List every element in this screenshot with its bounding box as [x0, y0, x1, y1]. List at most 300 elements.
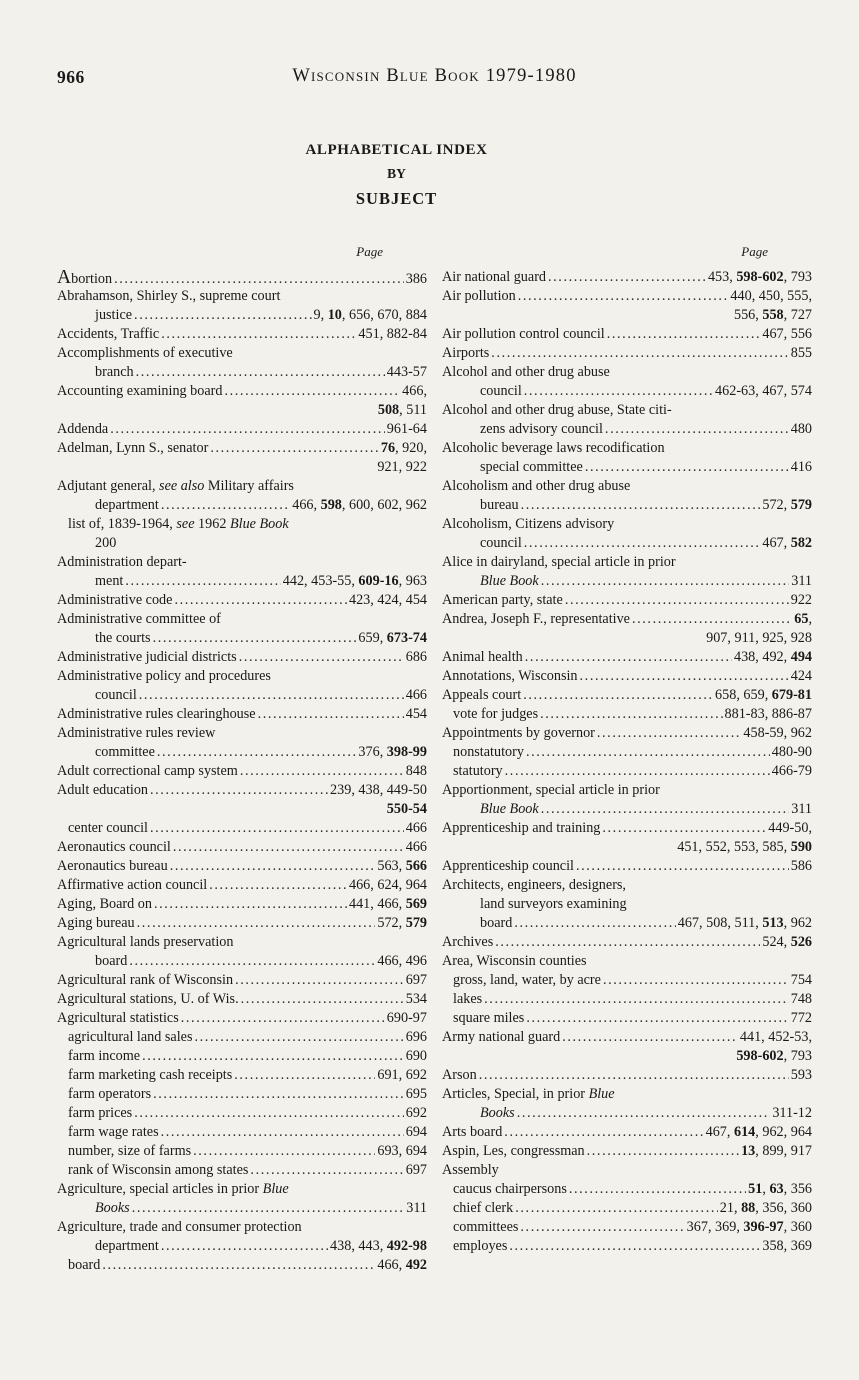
index-entries-right	[442, 268, 812, 1256]
page-number: 966	[57, 67, 85, 87]
index-entry-line	[57, 648, 427, 667]
dot-leader	[209, 876, 347, 895]
dot-leader	[495, 933, 760, 952]
entry-text: Agricultural statistics	[57, 1010, 179, 1026]
entry-text: Aeronautics bureau	[57, 858, 168, 874]
entry-text: Assembly	[442, 1162, 499, 1178]
dot-leader	[174, 591, 347, 610]
dot-leader	[607, 325, 761, 344]
index-entry-line	[57, 1218, 427, 1237]
index-entry-line	[442, 667, 812, 686]
entry-pages: 848	[405, 763, 427, 779]
entry-pages: 922	[790, 592, 812, 608]
entry-pages: 550-54	[386, 801, 427, 817]
dot-leader	[210, 439, 379, 458]
dot-leader	[134, 306, 311, 325]
entry-text: Administrative judicial districts	[57, 649, 237, 665]
entry-text: branch	[95, 364, 134, 380]
index-entry-line	[442, 686, 812, 705]
entry-text: Blue Book	[480, 801, 539, 817]
entry-pages: 443-57	[386, 364, 427, 380]
entry-pages: 534	[405, 991, 427, 1007]
index-entry-line	[57, 363, 427, 382]
index-entry-line	[442, 800, 812, 819]
index-entry-line	[57, 914, 427, 933]
index-entry-line	[57, 268, 427, 287]
index-entry-line	[57, 591, 427, 610]
entry-pages: 563, 566	[377, 858, 427, 874]
entry-pages: 9, 10, 656, 670, 884	[313, 307, 427, 323]
index-entry-line	[57, 1123, 427, 1142]
dot-leader	[504, 1123, 703, 1142]
entry-text: Alcoholism, Citizens advisory	[442, 516, 615, 532]
entry-pages: 462-63, 467, 574	[715, 383, 812, 399]
entry-pages: 686	[405, 649, 427, 665]
entry-text: Agriculture, special articles in prior Blue	[57, 1181, 289, 1197]
entry-text: 200	[95, 535, 117, 551]
dot-leader	[125, 572, 280, 591]
entry-text: Abrahamson, Shirley S., supreme court	[57, 288, 281, 304]
index-entry-line	[57, 1161, 427, 1180]
dot-leader	[603, 971, 789, 990]
entry-pages: 466	[405, 687, 427, 703]
entry-text: council	[95, 687, 137, 703]
index-entry-line	[57, 838, 427, 857]
dot-leader	[585, 458, 789, 477]
index-entry-line	[57, 857, 427, 876]
entry-pages: 441, 466, 569	[348, 896, 427, 912]
dot-leader	[632, 610, 792, 629]
dot-leader	[153, 1085, 404, 1104]
dot-leader	[514, 914, 675, 933]
entry-pages: 556, 558, 727	[733, 307, 812, 323]
entry-pages: 690-97	[386, 1010, 427, 1026]
entry-pages: 239, 438, 449-50	[330, 782, 427, 798]
index-entry-line	[57, 439, 427, 458]
index-entry-line	[57, 458, 427, 477]
entry-pages: 961-64	[386, 421, 427, 437]
entry-pages: 466, 496	[377, 953, 427, 969]
index-entry-line	[57, 990, 427, 1009]
entry-text: special committee	[480, 459, 583, 475]
entry-text: Abortion	[57, 268, 113, 287]
dot-leader	[565, 591, 789, 610]
entry-text: Books	[95, 1200, 130, 1216]
entry-text: Arson	[442, 1067, 477, 1083]
entry-text: Apprenticeship and training	[442, 820, 601, 836]
dot-leader	[181, 1009, 385, 1028]
entry-pages: 466	[405, 820, 427, 836]
entry-text: Alcoholic beverage laws recodification	[442, 440, 665, 456]
entry-pages: 311	[406, 1200, 427, 1216]
index-entry-line	[442, 610, 812, 629]
index-column-left	[57, 244, 427, 1275]
index-entry-line	[57, 1009, 427, 1028]
entry-text: Administrative rules review	[57, 725, 216, 741]
entry-text: Books	[480, 1105, 515, 1121]
dot-leader	[602, 819, 766, 838]
dot-leader	[524, 534, 761, 553]
index-entry-line	[442, 401, 812, 420]
entry-text: Alcoholism and other drug abuse	[442, 478, 631, 494]
dot-leader	[195, 1028, 404, 1047]
index-entry-line	[442, 591, 812, 610]
dot-leader	[479, 1066, 789, 1085]
index-entry-line	[442, 705, 812, 724]
index-entry-line	[442, 971, 812, 990]
index-entry-line	[442, 895, 812, 914]
entry-pages: 693, 694	[377, 1143, 427, 1159]
entry-text: Arts board	[442, 1124, 503, 1140]
entry-text: Airports	[442, 345, 490, 361]
dot-leader	[521, 496, 761, 515]
entry-pages: 881-83, 886-87	[724, 706, 812, 722]
entry-text: Agricultural lands preservation	[57, 934, 234, 950]
dot-leader	[518, 287, 729, 306]
dot-leader	[505, 762, 770, 781]
dot-leader	[524, 382, 713, 401]
index-entry-line	[442, 914, 812, 933]
index-column-right	[442, 244, 812, 1275]
entry-text: council	[480, 383, 522, 399]
entry-text: Alcohol and other drug abuse, State citi-	[442, 402, 672, 418]
index-entry-line	[57, 610, 427, 629]
index-entry-line	[57, 420, 427, 439]
dot-leader	[114, 270, 404, 287]
entry-text: Accidents, Traffic	[57, 326, 160, 342]
entry-text: Adjutant general, see also Military affairs	[57, 478, 294, 494]
entry-pages: 376, 398-99	[358, 744, 427, 760]
index-entry-line	[57, 515, 427, 534]
index-entry-line	[57, 1085, 427, 1104]
entry-text: caucus chairpersons	[453, 1181, 567, 1197]
dot-leader	[250, 1161, 403, 1180]
dot-leader	[548, 268, 706, 287]
entry-text: committees	[453, 1219, 519, 1235]
dot-leader	[526, 743, 770, 762]
index-entry-line	[442, 1161, 812, 1180]
dot-leader	[136, 363, 385, 382]
entry-pages: 480	[790, 421, 812, 437]
index-entry-line	[442, 363, 812, 382]
index-title-by: BY	[387, 166, 406, 181]
entry-pages: 386	[405, 271, 427, 287]
index-entry-line	[442, 952, 812, 971]
dot-leader	[142, 1047, 404, 1066]
index-entry-line	[442, 857, 812, 876]
entry-text: Apportionment, special article in prior	[442, 782, 660, 798]
index-entry-line	[57, 382, 427, 401]
index-entry-line	[57, 287, 427, 306]
entry-pages: 572, 579	[762, 497, 812, 513]
entry-text: Air national guard	[442, 269, 547, 285]
index-entry-line	[442, 287, 812, 306]
dot-leader	[515, 1199, 718, 1218]
index-entry-line	[57, 1256, 427, 1275]
index-entry-line	[57, 401, 427, 420]
index-entry-line	[57, 1180, 427, 1199]
entry-pages: 442, 453-55, 609-16, 963	[282, 573, 427, 589]
entry-pages: 658, 659, 679-81	[715, 687, 812, 703]
entry-pages: 451, 552, 553, 585, 590	[677, 839, 812, 855]
index-title: ALPHABETICAL INDEX	[305, 142, 488, 158]
dot-leader	[569, 1180, 746, 1199]
entry-text: Administrative committee of	[57, 611, 221, 627]
entry-text: center council	[68, 820, 148, 836]
index-entry-line	[442, 268, 812, 287]
index-entry-line	[442, 1218, 812, 1237]
entry-pages: 480-90	[771, 744, 812, 760]
entry-text: Administrative policy and procedures	[57, 668, 271, 684]
dot-leader	[484, 990, 789, 1009]
entry-text: board	[95, 953, 128, 969]
entry-text: chief clerk	[453, 1200, 514, 1216]
entry-text: Annotations, Wisconsin	[442, 668, 578, 684]
index-entry-line	[442, 420, 812, 439]
entry-text: Alice in dairyland, special article in prior	[442, 554, 676, 570]
index-entry-line	[57, 933, 427, 952]
entry-pages: 593	[790, 1067, 812, 1083]
entry-text: list of, 1839-1964, see 1962 Blue Book	[68, 516, 289, 532]
entry-text: bureau	[480, 497, 519, 513]
entry-text: Aging, Board on	[57, 896, 152, 912]
entry-text: Addenda	[57, 421, 109, 437]
index-entry-line	[442, 762, 812, 781]
dot-leader	[240, 762, 404, 781]
dot-leader	[110, 420, 385, 439]
entry-text: department	[95, 1238, 159, 1254]
entry-pages: 572, 579	[377, 915, 427, 931]
entry-pages: 694	[405, 1124, 427, 1140]
index-entry-line	[57, 572, 427, 591]
entry-pages: 748	[790, 991, 812, 1007]
entry-text: Apprenticeship council	[442, 858, 574, 874]
dot-leader	[520, 1218, 684, 1237]
entry-text: Agricultural stations, U. of Wis.	[57, 991, 239, 1007]
index-title-subject: SUBJECT	[355, 189, 438, 208]
entry-pages: 754	[790, 972, 812, 988]
entry-text: farm operators	[68, 1086, 152, 1102]
entry-pages: 697	[405, 972, 427, 988]
index-entry-line	[442, 876, 812, 895]
entry-pages: 524, 526	[762, 934, 812, 950]
index-entry-line	[57, 1237, 427, 1256]
index-entry-line	[57, 1142, 427, 1161]
entry-text: employes	[453, 1238, 508, 1254]
entry-text: board	[480, 915, 513, 931]
entry-text: farm prices	[68, 1105, 133, 1121]
entry-pages: 466,	[402, 383, 427, 399]
index-entry-line	[57, 1199, 427, 1218]
index-entry-line	[57, 895, 427, 914]
dot-leader	[239, 648, 404, 667]
entry-text: Articles, Special, in prior Blue	[442, 1086, 615, 1102]
index-entry-line	[57, 325, 427, 344]
dot-leader	[170, 857, 376, 876]
index-entry-line	[57, 1104, 427, 1123]
dot-leader	[154, 895, 347, 914]
dot-leader	[241, 990, 404, 1009]
entry-text: Adult education	[57, 782, 149, 798]
entry-pages: 438, 443, 492-98	[330, 1238, 427, 1254]
dot-leader	[153, 629, 357, 648]
dot-leader	[525, 648, 732, 667]
index-entry-line	[442, 933, 812, 952]
entry-text: Alcohol and other drug abuse	[442, 364, 610, 380]
entry-pages: 423, 424, 454	[348, 592, 427, 608]
entry-text: gross, land, water, by acre	[453, 972, 601, 988]
entry-pages: 438, 492, 494	[733, 649, 812, 665]
index-entry-line	[442, 1047, 812, 1066]
book-title: Wisconsin Blue Book 1979-1980	[292, 66, 577, 86]
entry-text: justice	[95, 307, 133, 323]
index-entry-line	[442, 572, 812, 591]
index-entry-line	[57, 306, 427, 325]
entry-pages: 451, 882-84	[358, 326, 427, 342]
entry-text: Administrative code	[57, 592, 173, 608]
index-entry-line	[57, 629, 427, 648]
entry-text: farm income	[68, 1048, 141, 1064]
index-title-block	[19, 142, 774, 209]
dot-leader	[132, 1199, 405, 1218]
entry-text: Aging bureau	[57, 915, 135, 931]
index-entries-left	[57, 268, 427, 1275]
entry-pages: 855	[790, 345, 812, 361]
entry-text: Air pollution control council	[442, 326, 605, 342]
entry-text: Archives	[442, 934, 494, 950]
entry-text: Administrative rules clearinghouse	[57, 706, 256, 722]
index-entry-line	[57, 534, 427, 553]
index-entry-line	[442, 1237, 812, 1256]
index-entry-line	[442, 1199, 812, 1218]
entry-text: nonstatutory	[453, 744, 524, 760]
index-entry-line	[57, 724, 427, 743]
index-entry-line	[57, 762, 427, 781]
entry-text: Adelman, Lynn S., senator	[57, 440, 209, 456]
index-entry-line	[442, 515, 812, 534]
index-entry-line	[57, 496, 427, 515]
entry-text: Blue Book	[480, 573, 539, 589]
dot-leader	[173, 838, 404, 857]
entry-text: zens advisory council	[480, 421, 603, 437]
index-entry-line	[57, 1047, 427, 1066]
entry-pages: 51, 63, 356	[748, 1181, 812, 1197]
index-entry-line	[442, 553, 812, 572]
dot-leader	[509, 1237, 760, 1256]
index-entry-line	[442, 648, 812, 667]
entry-pages: 424	[790, 668, 812, 684]
index-entry-line	[57, 971, 427, 990]
entry-pages: 467, 556	[762, 326, 812, 342]
entry-pages: 692	[405, 1105, 427, 1121]
entry-pages: 466-79	[771, 763, 812, 779]
entry-text: Army national guard	[442, 1029, 561, 1045]
entry-text: Accounting examining board	[57, 383, 223, 399]
index-entry-line	[57, 344, 427, 363]
entry-pages: 21, 88, 356, 360	[719, 1200, 812, 1216]
entry-text: vote for judges	[453, 706, 539, 722]
entry-text: Agricultural rank of Wisconsin	[57, 972, 234, 988]
index-entry-line	[57, 667, 427, 686]
entry-pages: 691, 692	[377, 1067, 427, 1083]
entry-text: agricultural land sales	[68, 1029, 193, 1045]
entry-pages: 13, 899, 917	[741, 1143, 812, 1159]
dot-leader	[605, 420, 789, 439]
entry-pages: 598-602, 793	[736, 1048, 812, 1064]
entry-text: number, size of farms	[68, 1143, 192, 1159]
dot-leader	[134, 1104, 404, 1123]
entry-pages: 311	[791, 801, 812, 817]
entry-pages: 311	[791, 573, 812, 589]
dot-leader	[137, 914, 376, 933]
index-entry-line	[442, 1009, 812, 1028]
index-entry-line	[57, 800, 427, 819]
entry-pages: 695	[405, 1086, 427, 1102]
index-entry-line	[57, 876, 427, 895]
index-entry-line	[442, 1085, 812, 1104]
index-entry-line	[442, 1142, 812, 1161]
index-entry-line	[442, 534, 812, 553]
dot-leader	[597, 724, 742, 743]
dot-leader	[150, 819, 404, 838]
entry-text: Aeronautics council	[57, 839, 171, 855]
entry-pages: 454	[405, 706, 427, 722]
dot-leader	[562, 1028, 738, 1047]
dot-leader	[139, 686, 404, 705]
dot-leader	[541, 572, 790, 591]
index-entry-line	[442, 1180, 812, 1199]
entry-text: Air pollution	[442, 288, 516, 304]
entry-text: board	[68, 1257, 101, 1273]
entry-text: Accomplishments of executive	[57, 345, 233, 361]
dot-leader	[580, 667, 789, 686]
index-entry-line	[442, 458, 812, 477]
index-entry-line	[442, 743, 812, 762]
entry-text: Aspin, Les, congressman	[442, 1143, 585, 1159]
entry-text: Appeals court	[442, 687, 522, 703]
index-entry-line	[442, 382, 812, 401]
dot-leader	[161, 325, 356, 344]
index-entry-line	[57, 1066, 427, 1085]
index-entry-line	[442, 629, 812, 648]
dot-leader	[523, 686, 713, 705]
dot-leader	[161, 1237, 328, 1256]
entry-pages: 508, 511	[377, 402, 427, 418]
dot-leader	[491, 344, 788, 363]
entry-pages: 440, 450, 555,	[730, 288, 812, 304]
entry-pages: 467, 508, 511, 513, 962	[677, 915, 812, 931]
entry-pages: 358, 369	[762, 1238, 812, 1254]
dot-leader	[129, 952, 375, 971]
index-entry-line	[442, 1066, 812, 1085]
entry-pages: 65,	[794, 611, 812, 627]
dot-leader	[157, 743, 357, 762]
entry-text: ment	[95, 573, 124, 589]
entry-pages: 586	[790, 858, 812, 874]
entry-pages: 907, 911, 925, 928	[706, 630, 812, 646]
entry-text: lakes	[453, 991, 483, 1007]
dot-leader	[540, 705, 722, 724]
index-entry-line	[57, 553, 427, 572]
dot-leader	[150, 781, 328, 800]
dot-leader	[102, 1256, 375, 1275]
entry-pages: 772	[790, 1010, 812, 1026]
column-page-label: Page	[356, 244, 383, 259]
entry-pages: 458-59, 962	[743, 725, 812, 741]
entry-pages: 467, 614, 962, 964	[705, 1124, 812, 1140]
entry-pages: 697	[405, 1162, 427, 1178]
dot-leader	[526, 1009, 788, 1028]
